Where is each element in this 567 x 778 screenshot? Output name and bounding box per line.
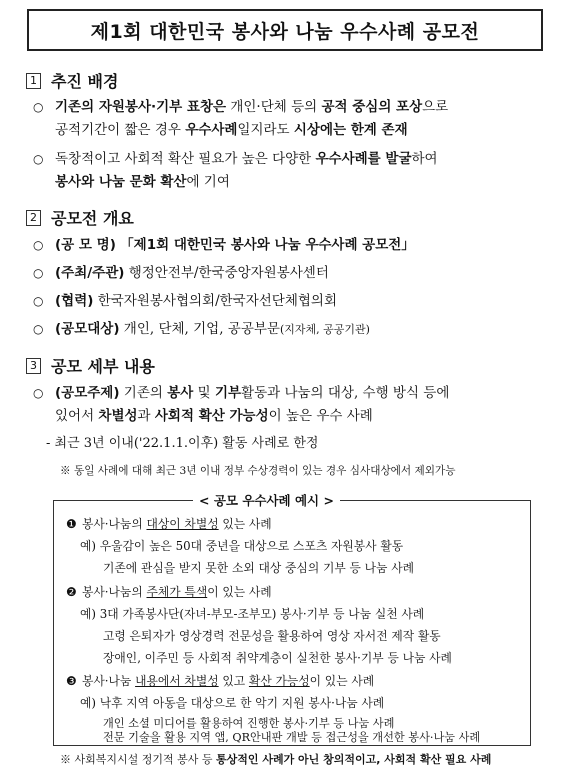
circle-bullet-icon: ○ xyxy=(33,152,44,166)
footnote: ※ 사회복지시설 정기적 봉사 등 통상적인 사례가 아닌 창의적이고, 사회적 확산 필요 사례 xyxy=(60,753,492,766)
circle-bullet-icon: ○ xyxy=(33,266,44,280)
s1-para1-line1: ○ 기존의 자원봉사·기부 표창은 개인·단체 등의 공적 중심의 포상으로 xyxy=(33,99,449,115)
example-3-line3: 전문 기술을 활용 지역 앱, QR안내판 개발 등 접근성을 개선한 봉사·나눔 사례 xyxy=(103,731,481,744)
title-box xyxy=(27,9,543,51)
s3-para1-line2: 있어서 차별성과 사회적 확산 가능성이 높은 우수 사례 xyxy=(55,408,373,424)
circle-bullet-icon: ○ xyxy=(33,322,44,336)
s1-para2-line2: 봉사와 나눔 문화 확산에 기여 xyxy=(55,174,230,190)
section-title: 공모 세부 내용 xyxy=(51,357,155,376)
example-2-line2: 고령 은퇴자가 영상경력 전문성을 활용하여 영상 자서전 제작 활동 xyxy=(103,629,441,643)
circle-bullet-icon: ○ xyxy=(33,238,44,252)
number-3-icon: ❸ xyxy=(66,674,77,688)
example-2-heading: ❷ 봉사·나눔의 주체가 특색이 있는 사례 xyxy=(66,585,272,599)
section-number: 3 xyxy=(26,358,41,374)
examples-title: < 공모 우수사례 예시 > xyxy=(193,491,340,509)
section-number: 1 xyxy=(26,73,41,89)
number-1-icon: ❶ xyxy=(66,517,77,531)
s3-para1-line1: ○ (공모주제) 기존의 봉사 및 기부활동과 나눔의 대상, 수행 방식 등에 xyxy=(33,385,450,401)
example-1-line1: 예) 우울감이 높은 50대 중년을 대상으로 스포츠 자원봉사 활동 xyxy=(80,539,404,553)
page-title: 제1회 대한민국 봉사와 나눔 우수사례 공모전 xyxy=(90,20,480,43)
circle-bullet-icon: ○ xyxy=(33,100,44,114)
example-2-line3: 장애인, 이주민 등 사회적 취약계층이 실천한 봉사·기부 등 나눔 사례 xyxy=(103,651,452,665)
section-1-heading xyxy=(26,69,118,92)
number-2-icon: ❷ xyxy=(66,585,77,599)
s3-note: ※ 동일 사례에 대해 최근 3년 이내 정부 수상경력이 있는 경우 심사대상에서 제외가능 xyxy=(60,465,456,477)
s1-para2-line1: ○ 독창적이고 사회적 확산 필요가 높은 다양한 우수사례를 발굴하여 xyxy=(33,151,438,167)
example-3-heading: ❸ 봉사·나눔 내용에서 차별성 있고 확산 가능성이 있는 사례 xyxy=(66,674,375,688)
section-3-heading xyxy=(26,354,155,377)
section-title: 공모전 개요 xyxy=(51,209,134,228)
s2-row-name: ○ (공 모 명) 「제1회 대한민국 봉사와 나눔 우수사례 공모전」 xyxy=(33,237,415,253)
circle-bullet-icon: ○ xyxy=(33,386,44,400)
section-2-heading xyxy=(26,206,134,229)
s1-para1-line2: 공적기간이 짧은 경우 우수사례일지라도 시상에는 한계 존재 xyxy=(55,122,408,138)
s3-dash-line: - 최근 3년 이내('22.1.1.이후) 활동 사례로 한정 xyxy=(46,436,319,451)
circle-bullet-icon: ○ xyxy=(33,294,44,308)
s2-row-partner: ○ (협력) 한국자원봉사협의회/한국자선단체협의회 xyxy=(33,293,337,309)
example-2-line1: 예) 3대 가족봉사단(자녀-부모-조부모) 봉사·기부 등 나눔 실천 사례 xyxy=(80,607,425,621)
example-1-line2: 기존에 관심을 받지 못한 소외 대상 중심의 기부 등 나눔 사례 xyxy=(103,561,414,575)
s2-row-host: ○ (주최/주관) 행정안전부/한국중앙자원봉사센터 xyxy=(33,265,329,281)
example-1-heading: ❶ 봉사·나눔의 대상이 차별성 있는 사례 xyxy=(66,517,272,531)
section-number: 2 xyxy=(26,210,41,226)
example-3-line2: 개인 소셜 미디어를 활용하여 진행한 봉사·기부 등 나눔 사례 xyxy=(103,717,395,730)
example-3-line1: 예) 낙후 지역 아동을 대상으로 한 악기 지원 봉사·나눔 사례 xyxy=(80,696,385,710)
s2-row-target: ○ (공모대상) 개인, 단체, 기업, 공공부문(지자체, 공공기관) xyxy=(33,321,370,337)
section-title: 추진 배경 xyxy=(51,72,119,91)
